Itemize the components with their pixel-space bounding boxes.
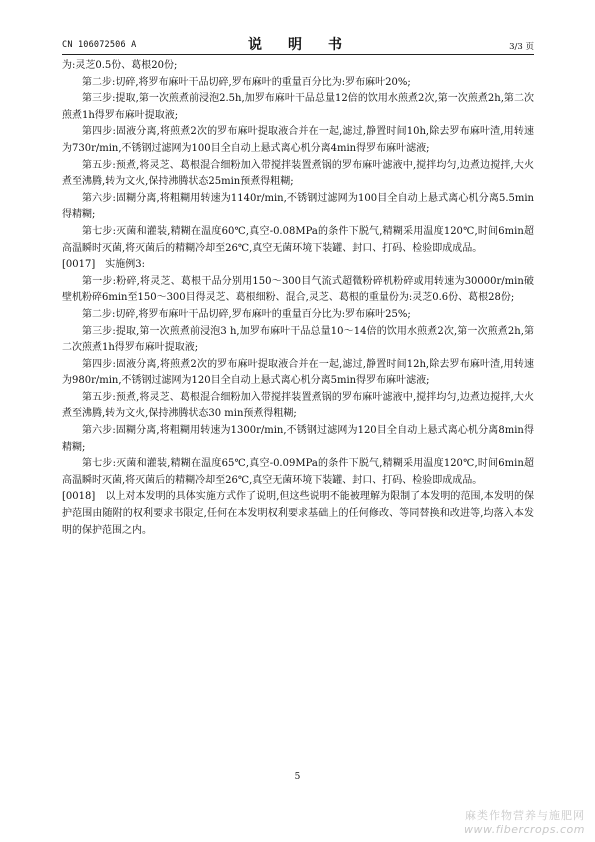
paragraph [62, 489, 534, 539]
paragraph-text: 第三步:提取,第一次煎煮前浸泡2.5h,加罗布麻叶干品总量12倍的饮用水煎煮2次,第一次煎煮2h,第二次煎煮1h得罗布麻叶提取液; [62, 93, 534, 121]
paragraph [62, 91, 534, 124]
paragraph [62, 423, 534, 456]
watermark [464, 807, 585, 836]
patent-number: CN 106072506 A [62, 40, 137, 50]
document-body [62, 58, 534, 539]
paragraph [62, 158, 534, 191]
paragraph-text: 第二步:切碎,将罗布麻叶干品切碎,罗布麻叶的重量百分比为:罗布麻叶25%; [82, 308, 411, 320]
paragraph [62, 257, 534, 274]
paragraph-text: 第三步:提取,第一次煎煮前浸泡3 h,加罗布麻叶干品总量10～14倍的饮用水煎煮2次,第一次煎煮2h,第二次煎煮1h得罗布麻叶提取液; [62, 325, 534, 354]
paragraph [62, 307, 534, 324]
paragraph [62, 58, 534, 75]
paragraph-text: 为:灵芝0.5份、葛根20份; [62, 60, 178, 71]
paragraph [62, 456, 534, 489]
paragraph [62, 191, 534, 224]
paragraph [62, 75, 534, 92]
paragraph-text: 第四步:固液分离,将煎煮2次的罗布麻叶提取液合并在一起,滤过,静置时间12h,除去罗布麻叶渣,用转速为980r/min,不锈钢过滤网为120目全自动上悬式离心机分离5min得罗布麻叶滤液; [62, 358, 534, 387]
paragraph-tag: [0017] [62, 259, 96, 271]
watermark-url: www.fibercrops.com [464, 823, 585, 836]
paragraph [62, 390, 534, 423]
page-header [62, 32, 534, 55]
paragraph-text: 第五步:预煮,将灵芝、葛根混合细粉加入带搅拌装置煮锅的罗布麻叶滤液中,搅拌均匀,边煮边搅拌,大火煮至沸腾,转为文火,保持沸腾状态30 min预煮得粗糊; [62, 391, 534, 420]
paragraph [62, 224, 534, 257]
paragraph-text: 第六步:固糊分离,将粗糊用转速为1140r/min,不锈钢过滤网为100目全自动上悬式离心机分离5.5min得精糊; [62, 192, 534, 221]
paragraph-text: 第五步:预煮,将灵芝、葛根混合细粉加入带搅拌装置煮锅的罗布麻叶滤液中,搅拌均匀,边煮边搅拌,大火煮至沸腾,转为文火,保持沸腾状态25min预煮得粗糊; [62, 159, 534, 188]
paragraph [62, 324, 534, 357]
watermark-site-name: 麻类作物营养与施肥网 [465, 809, 585, 822]
paragraph-text: 第七步:灭菌和灌装,精糊在温度60℃,真空-0.08MPa的条件下脱气,精糊采用温度120℃,时间6min超高温瞬时灭菌,将灭菌后的精糊冷却至26℃,真空无菌环境下装罐、封口、打码、检验即成成品。 [62, 225, 534, 254]
paragraph [62, 357, 534, 390]
paragraph-text: 第二步:切碎,将罗布麻叶干品切碎,罗布麻叶的重量百分比为:罗布麻叶20%; [82, 76, 411, 88]
paragraph-text: 第一步:粉碎,将灵芝、葛根干品分别用150～300目气流式超微粉碎机粉碎或用转速为30000r/min破壁机粉碎6min至150～300目得灵芝、葛根细粉、混合,灵芝、葛根的重量份为:灵芝0.6份、葛根28份; [62, 275, 534, 304]
page-indicator: 3/3 页 [509, 42, 534, 52]
paragraph-text: 第六步:固糊分离,将粗糊用转速为1300r/min,不锈钢过滤网为120目全自动上悬式离心机分离8min得精糊; [62, 425, 534, 453]
paragraph-text: 第七步:灭菌和灌装,精糊在温度65℃,真空-0.09MPa的条件下脱气,精糊采用温度120℃,时间6min超高温瞬时灭菌,将灭菌后的精糊冷却至26℃,真空无菌环境下装罐、封口、打码、检验即成成品。 [62, 458, 534, 486]
paragraph-text: 第四步:固液分离,将煎煮2次的罗布麻叶提取液合并在一起,滤过,静置时间10h,除去罗布麻叶渣,用转速为730r/min,不锈钢过滤网为100目全自动上悬式离心机分离4min得罗布麻叶滤液; [62, 126, 534, 154]
paragraph [62, 274, 534, 307]
paragraph [62, 124, 534, 157]
paragraph-tag: [0018] [62, 491, 96, 503]
paragraph-text: 实施例3: [105, 259, 145, 271]
paragraph-text: 以上对本发明的具体实施方式作了说明,但这些说明不能被理解为限制了本发明的范围,本发明的保护范围由随附的权利要求书限定,任何在本发明权利要求基础上的任何修改、等同替换和改进等,均落入本发明的保护范围之内。 [62, 491, 534, 536]
page-number: 5 [294, 772, 301, 782]
document-title: 说 明 书 [248, 37, 348, 53]
